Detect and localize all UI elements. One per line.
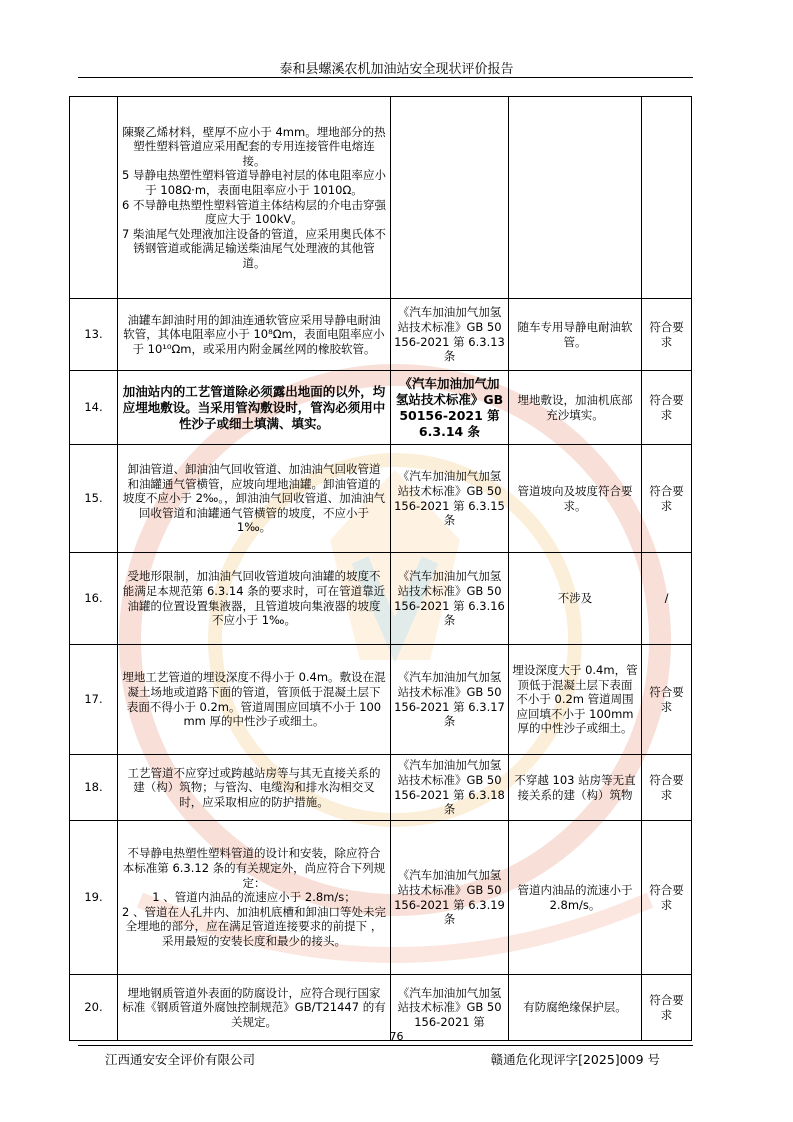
table-row: [70, 371, 692, 445]
table-row: [70, 645, 692, 755]
row-number: 15.: [70, 445, 118, 553]
row-number: 19.: [70, 821, 118, 975]
row-actual: 埋地敷设，加油机底部充沙填实。: [509, 371, 642, 445]
row-requirement: 埋地工艺管道的埋设深度不得小于 0.4m。敷设在混凝土场地或道路下面的管道，管顶低于混凝土层下表面不得小于 0.2m。管道周围应回填不小于 100mm 厚的中性沙子或细土。: [118, 645, 391, 755]
table-row: [70, 97, 692, 299]
row-result: 符合要求: [642, 371, 692, 445]
row-basis: 《汽车加油加气加氢站技术标准》GB 50156-2021 第 6.3.19 条: [391, 821, 509, 975]
row-number: 16.: [70, 553, 118, 645]
row-result: 符合要求: [642, 445, 692, 553]
row-basis: 《汽车加油加气加氢站技术标准》GB 50156-2021 第 6.3.14 条: [391, 371, 509, 445]
row-basis: 《汽车加油加气加氢站技术标准》GB 50156-2021 第 6.3.18 条: [391, 755, 509, 821]
row-basis: 《汽车加油加气加氢站技术标准》GB 50156-2021 第: [391, 975, 509, 1041]
row-number: 17.: [70, 645, 118, 755]
row-requirement: 卸油管道、卸油油气回收管道、加油油气回收管道和油罐通气管横管，应坡向埋地油罐。卸油管道的坡度不应小于 2‰。，卸油油气回收管道、加油油气回收管道和油罐通气管横管的坡度，不应小于 1‰。: [118, 445, 391, 553]
table-row: [70, 755, 692, 821]
row-number: [70, 97, 118, 299]
row-requirement: 陳聚乙烯材料，壁厚不应小于 4mm。埋地部分的热塑性塑料管道应采用配套的专用连接管件电熔连接。 5 导静电热塑性塑料管道导静电衬层的体电阻率应小于 108Ω·m，表面电阻率应小于 1010Ω。 6 不导静电热塑性塑料管道主体结构层的介电击穿强度应大于 100kV。 7 柴油尾气处理液加注设备的管道，应采用奥氏体不锈钢管道或能满足输送柴油尾气处理液的其他管道。: [118, 97, 391, 299]
row-result: 符合要求: [642, 645, 692, 755]
row-number: 14.: [70, 371, 118, 445]
row-requirement: 油罐车卸油时用的卸油连通软管应采用导静电耐油软管，其体电阻率应小于 10⁸Ωm，表面电阻率应小于 10¹⁰Ωm，或采用内附金属丝网的橡胶软管。: [118, 299, 391, 371]
row-basis: [391, 97, 509, 299]
page-header-title: 泰和县螺溪农机加油站安全现状评价报告: [279, 62, 514, 77]
row-basis: 《汽车加油加气加氢站技术标准》GB 50156-2021 第 6.3.13 条: [391, 299, 509, 371]
table-row: [70, 299, 692, 371]
footer-rule: [78, 1045, 693, 1046]
row-actual: 有防腐绝缘保护层。: [509, 975, 642, 1041]
row-requirement: 工艺管道不应穿过或跨越站房等与其无直接关系的建（构）筑物；与管沟、电缆沟和排水沟相交叉时，应采取相应的防护措施。: [118, 755, 391, 821]
header-rule: [78, 77, 693, 78]
row-actual: 埋设深度大于 0.4m，管顶低于混凝土层下表面不小于 0.2m 管道周围应回填不小于 100mm 厚的中性沙子或细土。: [509, 645, 642, 755]
row-actual: 不涉及: [509, 553, 642, 645]
table-row: [70, 821, 692, 975]
row-result: 符合要求: [642, 975, 692, 1041]
row-actual: 不穿越 103 站房等无直接关系的建（构）筑物: [509, 755, 642, 821]
table-row: [70, 445, 692, 553]
row-result: 符合要求: [642, 299, 692, 371]
row-actual: 管道坡向及坡度符合要求。: [509, 445, 642, 553]
row-result: 符合要求: [642, 821, 692, 975]
row-actual: 管道内油品的流速小于 2.8m/s。: [509, 821, 642, 975]
row-requirement: 受地形限制，加油油气回收管道坡向油罐的坡度不能满足本规范第 6.3.14 条的要求时，可在管道靠近油罐的位置设置集液器，且管道坡向集液器的坡度不应小于 1‰。: [118, 553, 391, 645]
footer-company: 江西通安安全评价有限公司: [105, 1052, 256, 1067]
row-requirement: 埋地钢质管道外表面的防腐设计，应符合现行国家标准《钢质管道外腐蚀控制规范》GB/T21447 的有关规定。: [118, 975, 391, 1041]
row-result: /: [642, 553, 692, 645]
row-number: 18.: [70, 755, 118, 821]
footer-doc-number: 赣通危化现评字[2025]009 号: [490, 1052, 660, 1067]
row-basis: 《汽车加油加气加氢站技术标准》GB 50156-2021 第 6.3.16 条: [391, 553, 509, 645]
row-actual: [509, 97, 642, 299]
row-basis: 《汽车加油加气加氢站技术标准》GB 50156-2021 第 6.3.15 条: [391, 445, 509, 553]
row-requirement: 不导静电热塑性塑料管道的设计和安装，除应符合本标准第 6.3.12 条的有关规定外，尚应符合下列规定： 1 、管道内油品的流速应小于 2.8m/s； 2 、管道在人孔井内、加油机底槽和卸油口等处未完全埋地的部分，应在满足管道连接要求的前提下 ，采用最短的安装长度和最少的接头。: [118, 821, 391, 975]
row-number: 20.: [70, 975, 118, 1041]
row-result: [642, 97, 692, 299]
row-result: 符合要求: [642, 755, 692, 821]
page-number: 76: [389, 1030, 404, 1043]
row-number: 13.: [70, 299, 118, 371]
table-row: [70, 553, 692, 645]
row-basis: 《汽车加油加气加氢站技术标准》GB 50156-2021 第 6.3.17 条: [391, 645, 509, 755]
row-actual: 随车专用导静电耐油软管。: [509, 299, 642, 371]
evaluation-table: [69, 96, 692, 1041]
row-requirement: 加油站内的工艺管道除必须露出地面的以外，均应埋地敷设。当采用管沟敷设时，管沟必须用中性沙子或细土填满、填实。: [118, 371, 391, 445]
